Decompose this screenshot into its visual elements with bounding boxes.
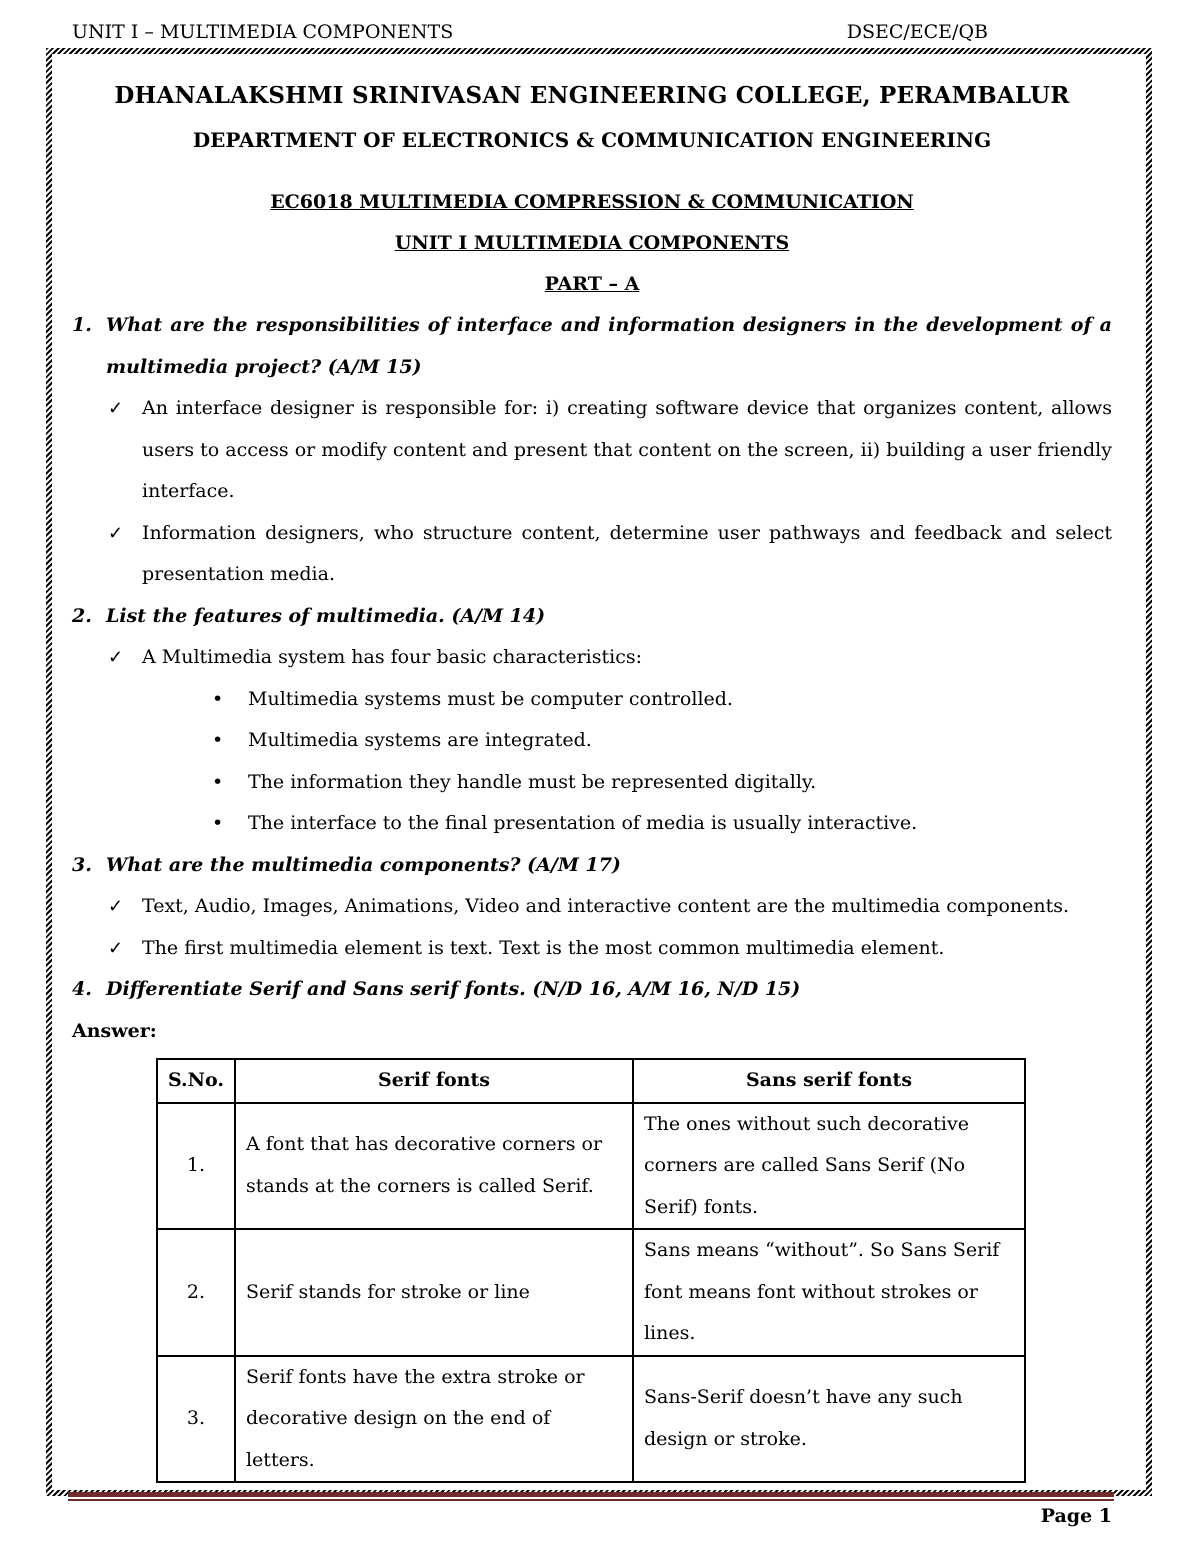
bullet-text: The interface to the final presentation of media is usually interactive. <box>248 812 918 834</box>
question-4 <box>72 969 1112 1011</box>
cell-sno: 1. <box>157 1103 235 1230</box>
answer-text: An interface designer is responsible for: i) creating software device that organizes content, allows users to access or modify content and present that content on the screen, ii) building a user friendly interface. <box>142 397 1112 502</box>
question-text: List the features of multimedia. (A/M 14) <box>106 604 546 627</box>
bullet-icon: • <box>212 770 224 793</box>
checkmark-icon: ✓ <box>108 896 124 917</box>
bullet-icon: • <box>212 687 224 710</box>
unit-title: UNIT I MULTIMEDIA COMPONENTS <box>394 232 790 254</box>
comparison-table <box>156 1058 1026 1483</box>
bullet-icon: • <box>212 729 224 751</box>
table-row <box>157 1229 1025 1356</box>
answer-label: Answer: <box>72 1019 157 1042</box>
question-3 <box>72 845 1112 887</box>
answer-item <box>108 886 1112 928</box>
question-number: 3. <box>72 853 92 876</box>
department-name: DEPARTMENT OF ELECTRONICS & COMMUNICATION ENGINEERING <box>192 128 992 152</box>
part-title: PART – A <box>544 273 640 295</box>
table-header-row <box>157 1059 1025 1103</box>
question-number: 2. <box>72 604 92 627</box>
answer-item <box>108 388 1112 513</box>
answer-item <box>108 513 1112 596</box>
answer-text: A Multimedia system has four basic characteristics: <box>142 646 643 668</box>
bullet-text: Multimedia systems are integrated. <box>248 729 592 751</box>
cell-sans-serif: The ones without such decorative corners are called Sans Serif (No Serif) fonts. <box>633 1103 1025 1230</box>
answer-item <box>108 928 1112 970</box>
list-item <box>212 679 1112 721</box>
table-row <box>157 1356 1025 1483</box>
checkmark-icon: ✓ <box>108 937 124 959</box>
answer-text: Text, Audio, Images, Animations, Video and interactive content are the multimedia components. <box>142 895 1070 917</box>
cell-sans-serif: Sans means “without”. So Sans Serif font means font without strokes or lines. <box>633 1229 1025 1356</box>
cell-serif: Serif fonts have the extra stroke or decorative design on the end of letters. <box>235 1356 633 1483</box>
cell-serif: A font that has decorative corners or stands at the corners is called Serif. <box>235 1103 633 1230</box>
college-name: DHANALAKSHMI SRINIVASAN ENGINEERING COLLEGE, PERAMBALUR <box>114 82 1070 109</box>
question-text: What are the multimedia components? (A/M 17) <box>106 853 621 876</box>
list-item <box>212 762 1112 804</box>
column-header-sno: S.No. <box>157 1059 235 1103</box>
column-header-serif: Serif fonts <box>235 1059 633 1103</box>
question-2 <box>72 596 1112 638</box>
checkmark-icon: ✓ <box>108 522 124 544</box>
checkmark-icon: ✓ <box>108 647 124 668</box>
question-text: What are the responsibilities of interface and information designers in the development of a multimedia project? (A/M 15) <box>106 314 1112 378</box>
question-number: 1. <box>72 314 92 336</box>
list-item <box>212 720 1112 762</box>
page-number: Page 1 <box>1040 1505 1112 1527</box>
page-content <box>72 74 1112 1052</box>
bullet-text: Multimedia systems must be computer controlled. <box>248 687 733 710</box>
question-1 <box>72 305 1112 388</box>
list-item <box>212 803 1112 845</box>
cell-serif: Serif stands for stroke or line <box>235 1229 633 1356</box>
course-title: EC6018 MULTIMEDIA COMPRESSION & COMMUNICATION <box>270 191 914 213</box>
cell-sno: 2. <box>157 1229 235 1356</box>
question-text: Differentiate Serif and Sans serif fonts. (N/D 16, A/M 16, N/D 15) <box>106 978 801 1000</box>
column-header-sans-serif: Sans serif fonts <box>633 1059 1025 1103</box>
cell-sans-serif: Sans-Serif doesn’t have any such design or stroke. <box>633 1356 1025 1483</box>
footer-rule <box>68 1492 1114 1501</box>
question-number: 4. <box>72 978 92 1000</box>
bullet-text: The information they handle must be represented digitally. <box>248 770 817 793</box>
bullet-icon: • <box>212 812 224 834</box>
answer-item <box>108 637 1112 679</box>
header-unit-title: UNIT I – MULTIMEDIA COMPONENTS <box>72 21 454 43</box>
running-header <box>72 18 988 46</box>
answer-text: The first multimedia element is text. Text is the most common multimedia element. <box>142 936 945 959</box>
header-code: DSEC/ECE/QB <box>846 21 988 43</box>
checkmark-icon: ✓ <box>108 398 124 419</box>
table-row <box>157 1103 1025 1230</box>
cell-sno: 3. <box>157 1356 235 1483</box>
answer-text: Information designers, who structure content, determine user pathways and feedback and select presentation media. <box>142 521 1112 585</box>
